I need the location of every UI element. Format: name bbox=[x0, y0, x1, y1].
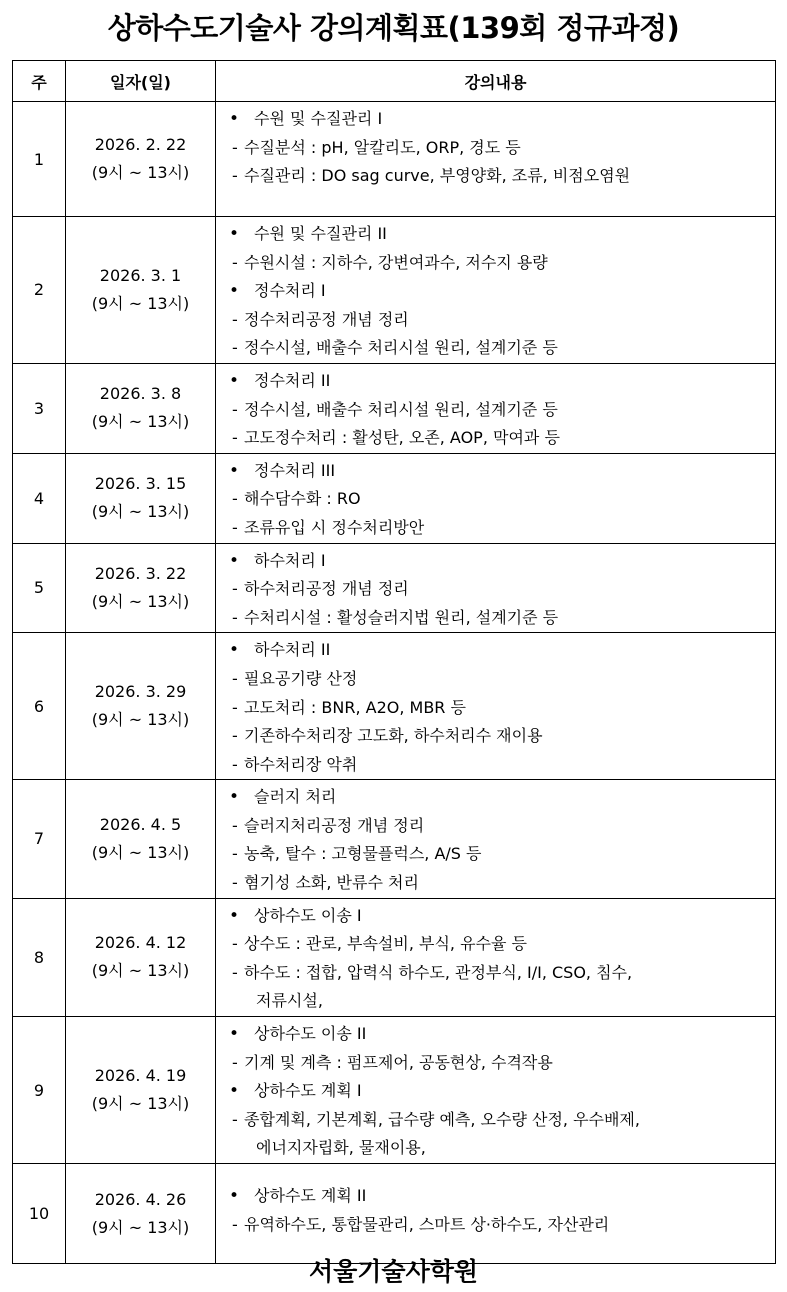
week-number: 5 bbox=[13, 543, 66, 633]
academy-name: 서울기술사학원 bbox=[308, 1257, 479, 1286]
date-cell bbox=[66, 217, 216, 364]
content-cell bbox=[216, 898, 776, 1016]
subtopic-item: - 농축, 탈수 : 고형물플럭스, A/S 등 bbox=[224, 840, 771, 869]
table-row bbox=[13, 453, 776, 543]
lecture-date: 2026. 4. 26 bbox=[94, 1189, 187, 1209]
subtopic-item: - 수질관리 : DO sag curve, 부영양화, 조류, 비점오염원 bbox=[224, 162, 771, 191]
subtopic-item: - 하수도 : 접합, 압력식 하수도, 관정부식, I/I, CSO, 침수, bbox=[224, 959, 771, 988]
date-cell bbox=[66, 453, 216, 543]
table-row bbox=[13, 898, 776, 1016]
week-number: 6 bbox=[13, 633, 66, 780]
content-cell bbox=[216, 1164, 776, 1264]
week-number: 3 bbox=[13, 363, 66, 453]
header-content: 강의내용 bbox=[216, 61, 776, 102]
header-week: 주 bbox=[13, 61, 66, 102]
subtopic-item: - 정수처리공정 개념 정리 bbox=[224, 306, 771, 335]
week-number: 10 bbox=[13, 1164, 66, 1264]
lecture-date: 2026. 4. 5 bbox=[99, 814, 182, 834]
lecture-time: (9시 ~ 13시) bbox=[91, 293, 190, 313]
topic-item: • 슬러지 처리 bbox=[224, 783, 771, 812]
table-row bbox=[13, 1017, 776, 1164]
subtopic-item: - 슬러지처리공정 개념 정리 bbox=[224, 812, 771, 841]
topic-item: • 하수처리 II bbox=[224, 636, 771, 665]
topic-item: • 상하수도 이송 I bbox=[224, 902, 771, 931]
week-number: 2 bbox=[13, 217, 66, 364]
subtopic-item: - 기존하수처리장 고도화, 하수처리수 재이용 bbox=[224, 722, 771, 751]
subtopic-item: - 수처리시설 : 활성슬러지법 원리, 설계기준 등 bbox=[224, 604, 771, 633]
date-cell bbox=[66, 633, 216, 780]
lecture-date: 2026. 3. 15 bbox=[94, 474, 187, 494]
lecture-time: (9시 ~ 13시) bbox=[91, 1094, 190, 1114]
subtopic-item: - 조류유입 시 정수처리방안 bbox=[224, 514, 771, 543]
lecture-date: 2026. 2. 22 bbox=[94, 135, 187, 154]
lecture-date: 2026. 3. 22 bbox=[94, 563, 187, 583]
content-cell bbox=[216, 633, 776, 780]
subtopic-item: - 상수도 : 관로, 부속설비, 부식, 유수율 등 bbox=[224, 930, 771, 959]
subtopic-item: 저류시설, bbox=[256, 991, 323, 1011]
subtopic-item: - 고도정수처리 : 활성탄, 오존, AOP, 막여과 등 bbox=[224, 424, 771, 453]
lecture-time: (9시 ~ 13시) bbox=[91, 591, 190, 611]
table-body bbox=[13, 102, 776, 1264]
lecture-time: (9시 ~ 13시) bbox=[91, 961, 190, 981]
topic-item: • 하수처리 I bbox=[224, 547, 771, 576]
week-number: 7 bbox=[13, 780, 66, 898]
lecture-time: (9시 ~ 13시) bbox=[91, 412, 190, 432]
content-cell bbox=[216, 453, 776, 543]
content-cell bbox=[216, 1017, 776, 1164]
subtopic-item: - 하수처리공정 개념 정리 bbox=[224, 575, 771, 604]
date-cell bbox=[66, 102, 216, 217]
lecture-date: 2026. 3. 1 bbox=[99, 265, 182, 285]
topic-item: • 정수처리 I bbox=[224, 277, 771, 306]
subtopic-item: - 수질분석 : pH, 알칼리도, ORP, 경도 등 bbox=[224, 134, 771, 163]
subtopic-item: - 기계 및 계측 : 펌프제어, 공동현상, 수격작용 bbox=[224, 1049, 771, 1078]
lecture-date: 2026. 4. 19 bbox=[94, 1066, 187, 1086]
lecture-time: (9시 ~ 13시) bbox=[91, 710, 190, 730]
table-row bbox=[13, 363, 776, 453]
subtopic-item: 에너지자립화, 물재이용, bbox=[256, 1138, 426, 1158]
date-cell bbox=[66, 363, 216, 453]
lecture-date: 2026. 3. 29 bbox=[94, 682, 187, 702]
content-cell bbox=[216, 363, 776, 453]
topic-item: • 상하수도 계획 II bbox=[224, 1182, 771, 1211]
subtopic-item: - 하수처리장 악취 bbox=[224, 751, 771, 780]
subtopic-item: - 정수시설, 배출수 처리시설 원리, 설계기준 등 bbox=[224, 334, 771, 363]
topic-item: • 수원 및 수질관리 II bbox=[224, 220, 771, 249]
lecture-time: (9시 ~ 13시) bbox=[91, 502, 190, 522]
subtopic-item: - 종합계획, 기본계획, 급수량 예측, 오수량 산정, 우수배제, bbox=[224, 1106, 771, 1135]
date-cell bbox=[66, 1017, 216, 1164]
lecture-time: (9시 ~ 13시) bbox=[91, 163, 190, 182]
content-cell bbox=[216, 543, 776, 633]
lecture-time: (9시 ~ 13시) bbox=[91, 842, 190, 862]
subtopic-item: - 해수담수화 : RO bbox=[224, 485, 771, 514]
topic-item: • 상하수도 이송 II bbox=[224, 1020, 771, 1049]
subtopic-item: - 고도처리 : BNR, A2O, MBR 등 bbox=[224, 694, 771, 723]
table-row bbox=[13, 633, 776, 780]
schedule-table bbox=[12, 60, 776, 1264]
table-row bbox=[13, 217, 776, 364]
table-row bbox=[13, 102, 776, 217]
week-number: 9 bbox=[13, 1017, 66, 1164]
topic-item: • 정수처리 III bbox=[224, 457, 771, 486]
date-cell bbox=[66, 1164, 216, 1264]
week-number: 4 bbox=[13, 453, 66, 543]
subtopic-item: - 정수시설, 배출수 처리시설 원리, 설계기준 등 bbox=[224, 396, 771, 425]
header-date: 일자(일) bbox=[66, 61, 216, 102]
topic-item: • 수원 및 수질관리 I bbox=[224, 105, 771, 134]
table-row bbox=[13, 543, 776, 633]
table-header-row bbox=[13, 61, 776, 102]
page-title: 상하수도기술사 강의계획표(139회 정규과정) bbox=[107, 11, 680, 45]
table-row bbox=[13, 780, 776, 898]
content-cell bbox=[216, 217, 776, 364]
topic-item: • 정수처리 II bbox=[224, 367, 771, 396]
topic-item: • 상하수도 계획 I bbox=[224, 1077, 771, 1106]
date-cell bbox=[66, 543, 216, 633]
date-cell bbox=[66, 898, 216, 1016]
date-cell bbox=[66, 780, 216, 898]
lecture-date: 2026. 3. 8 bbox=[99, 384, 182, 404]
subtopic-item: - 필요공기량 산정 bbox=[224, 665, 771, 694]
content-cell bbox=[216, 102, 776, 217]
week-number: 1 bbox=[13, 102, 66, 217]
lecture-time: (9시 ~ 13시) bbox=[91, 1217, 190, 1237]
subtopic-item: - 유역하수도, 통합물관리, 스마트 상·하수도, 자산관리 bbox=[224, 1211, 771, 1240]
table-row bbox=[13, 1164, 776, 1264]
subtopic-item: - 수원시설 : 지하수, 강변여과수, 저수지 용량 bbox=[224, 249, 771, 278]
week-number: 8 bbox=[13, 898, 66, 1016]
content-cell bbox=[216, 780, 776, 898]
subtopic-item: - 혐기성 소화, 반류수 처리 bbox=[224, 869, 771, 898]
lecture-date: 2026. 4. 12 bbox=[94, 933, 187, 953]
